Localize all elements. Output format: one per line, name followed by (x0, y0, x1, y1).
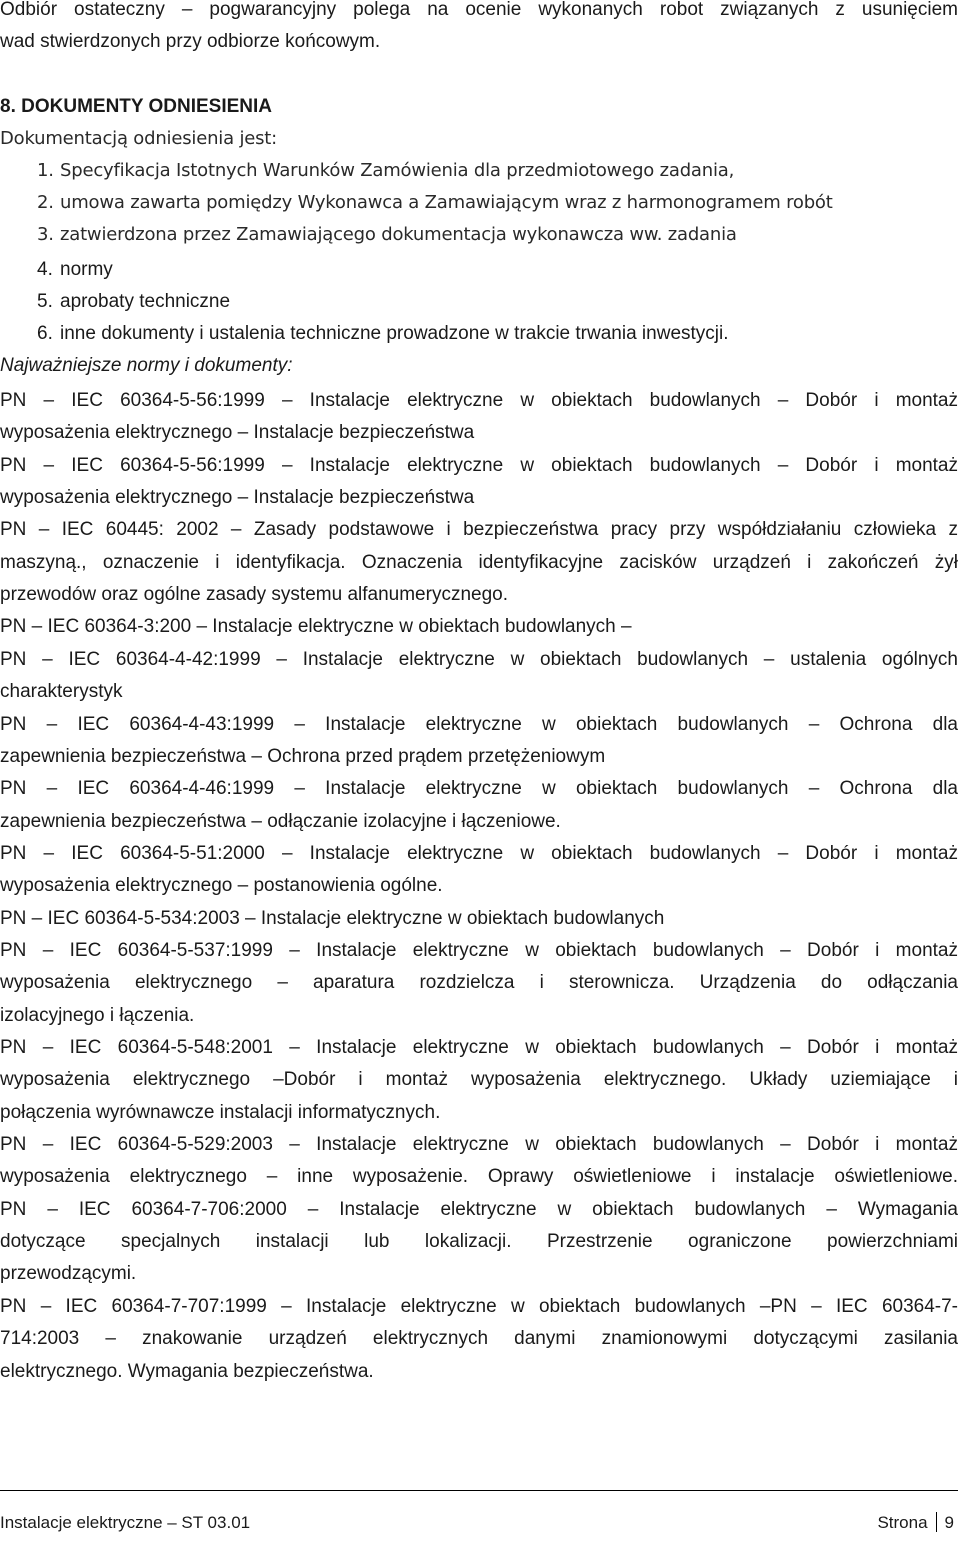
norm-line: PN – IEC 60364-5-529:2003 – Instalacje elektryczne w obiektach budowlanych – Dobór i montaż (0, 1134, 958, 1155)
norm-line: elektrycznego. Wymagania bezpieczeństwa. (0, 1361, 374, 1382)
list-item (37, 286, 960, 318)
intro-line-1: Odbiór ostateczny – pogwarancyjny polega na ocenie wykonanych robot związanych z usunięciem (0, 0, 958, 20)
norm-line: PN – IEC 60364-5-51:2000 – Instalacje elektryczne w obiektach budowlanych – Dobór i montaż (0, 843, 958, 864)
norm-line: PN – IEC 60445: 2002 – Zasady podstawowe i bezpieczeństwa pracy przy współdziałaniu człowieka z (0, 519, 958, 540)
list-item-text: umowa zawarta pomiędzy Wykonawca a Zamawiającym wraz z harmonogramem robót (60, 192, 833, 213)
list-item-number: 3. (37, 224, 54, 245)
list-item-text: aprobaty techniczne (60, 291, 231, 312)
norm-line: charakterystyk (0, 681, 123, 702)
list-item-number: 5. (37, 291, 53, 312)
list-item-number: 4. (37, 259, 53, 280)
list-item-text: Specyfikacja Istotnych Warunków Zamówienia dla przedmiotowego zadania, (60, 160, 735, 181)
norm-line: maszyną., oznaczenie i identyfikacja. Oznaczenia identyfikacyjne zacisków urządzeń i zakończeń żył (0, 552, 958, 573)
norm-line: PN – IEC 60364-5-548:2001 – Instalacje elektryczne w obiektach budowlanych – Dobór i montaż (0, 1037, 958, 1058)
norm-line: zapewnienia bezpieczeństwa – odłączanie izolacyjne i łączeniowe. (0, 811, 561, 832)
norm-line: wyposażenia elektrycznego – Instalacje bezpieczeństwa (0, 422, 475, 443)
list-item (37, 187, 960, 219)
section-heading: 8. DOKUMENTY ODNIESIENIA (0, 96, 273, 117)
list-item (37, 155, 960, 187)
norm-line: PN – IEC 60364-4-46:1999 – Instalacje elektryczne w obiektach budowlanych – Ochrona dla (0, 778, 958, 799)
footer-page-indicator (877, 1512, 954, 1534)
footer-separator (936, 1512, 937, 1532)
norm-line: PN – IEC 60364-5-56:1999 – Instalacje elektryczne w obiektach budowlanych – Dobór i montaż (0, 390, 958, 411)
list-item-text: inne dokumenty i ustalenia techniczne prowadzone w trakcie trwania inwestycji. (60, 323, 729, 344)
norm-line: 714:2003 – znakowanie urządzeń elektrycznych danymi znamionowymi dotyczącymi zasilania (0, 1328, 958, 1349)
intro-line-2: wad stwierdzonych przy odbiorze końcowym. (0, 31, 381, 52)
section-lead: Dokumentacją odniesienia jest: (0, 128, 278, 149)
norm-line: PN – IEC 60364-3:200 – Instalacje elektryczne w obiektach budowlanych – (0, 616, 632, 637)
footer-document-title: Instalacje elektryczne – ST 03.01 (0, 1513, 251, 1532)
list-item (37, 254, 960, 286)
norm-line: PN – IEC 60364-7-707:1999 – Instalacje elektryczne w obiektach budowlanych –PN – IEC 60364-7- (0, 1296, 958, 1317)
page-footer (0, 1490, 958, 1545)
norm-line: PN – IEC 60364-4-42:1999 – Instalacje elektryczne w obiektach budowlanych – ustalenia ogólnych (0, 649, 958, 670)
list-item-number: 2. (37, 192, 54, 213)
list-item-text: normy (60, 259, 113, 280)
norm-line: wyposażenia elektrycznego – inne wyposażenie. Oprawy oświetleniowe i instalacje oświetleniowe. (0, 1166, 958, 1187)
norm-line: PN – IEC 60364-5-56:1999 – Instalacje elektryczne w obiektach budowlanych – Dobór i montaż (0, 455, 958, 476)
norm-line: PN – IEC 60364-4-43:1999 – Instalacje elektryczne w obiektach budowlanych – Ochrona dla (0, 714, 958, 735)
footer-page-label: Strona (877, 1513, 928, 1532)
norm-line: wyposażenia elektrycznego – postanowienia ogólne. (0, 875, 443, 896)
norm-line: przewodów oraz ogólne zasady systemu alfanumerycznego. (0, 584, 508, 605)
list-item (37, 219, 960, 251)
norm-line: dotyczące specjalnych instalacji lub lokalizacji. Przestrzenie ograniczone powierzchniami (0, 1231, 958, 1252)
norm-line: wyposażenia elektrycznego – Instalacje bezpieczeństwa (0, 487, 475, 508)
list-item-text: zatwierdzona przez Zamawiającego dokumentacja wykonawcza ww. zadania (60, 224, 737, 245)
footer-page-number: 9 (944, 1513, 954, 1532)
norm-line: izolacyjnego i łączenia. (0, 1005, 195, 1026)
norm-line: PN – IEC 60364-7-706:2000 – Instalacje elektryczne w obiektach budowlanych – Wymagania (0, 1199, 958, 1220)
norm-line: zapewnienia bezpieczeństwa – Ochrona przed prądem przetężeniowym (0, 746, 606, 767)
norm-line: PN – IEC 60364-5-537:1999 – Instalacje elektryczne w obiektach budowlanych – Dobór i montaż (0, 940, 958, 961)
list-item-number: 1. (37, 160, 54, 181)
norm-line: połączenia wyrównawcze instalacji informatycznych. (0, 1102, 441, 1123)
norm-line: wyposażenia elektrycznego – aparatura rozdzielcza i sterownicza. Urządzenia do odłączania (0, 972, 958, 993)
norm-line: przewodzącymi. (0, 1263, 137, 1284)
list-item-number: 6. (37, 323, 53, 344)
list-item (37, 318, 960, 350)
norm-line: wyposażenia elektrycznego –Dobór i montaż wyposażenia elektrycznego. Układy uziemiające i (0, 1069, 958, 1090)
norm-line: PN – IEC 60364-5-534:2003 – Instalacje elektryczne w obiektach budowlanych (0, 908, 665, 929)
norms-heading: Najważniejsze normy i dokumenty: (0, 355, 293, 376)
